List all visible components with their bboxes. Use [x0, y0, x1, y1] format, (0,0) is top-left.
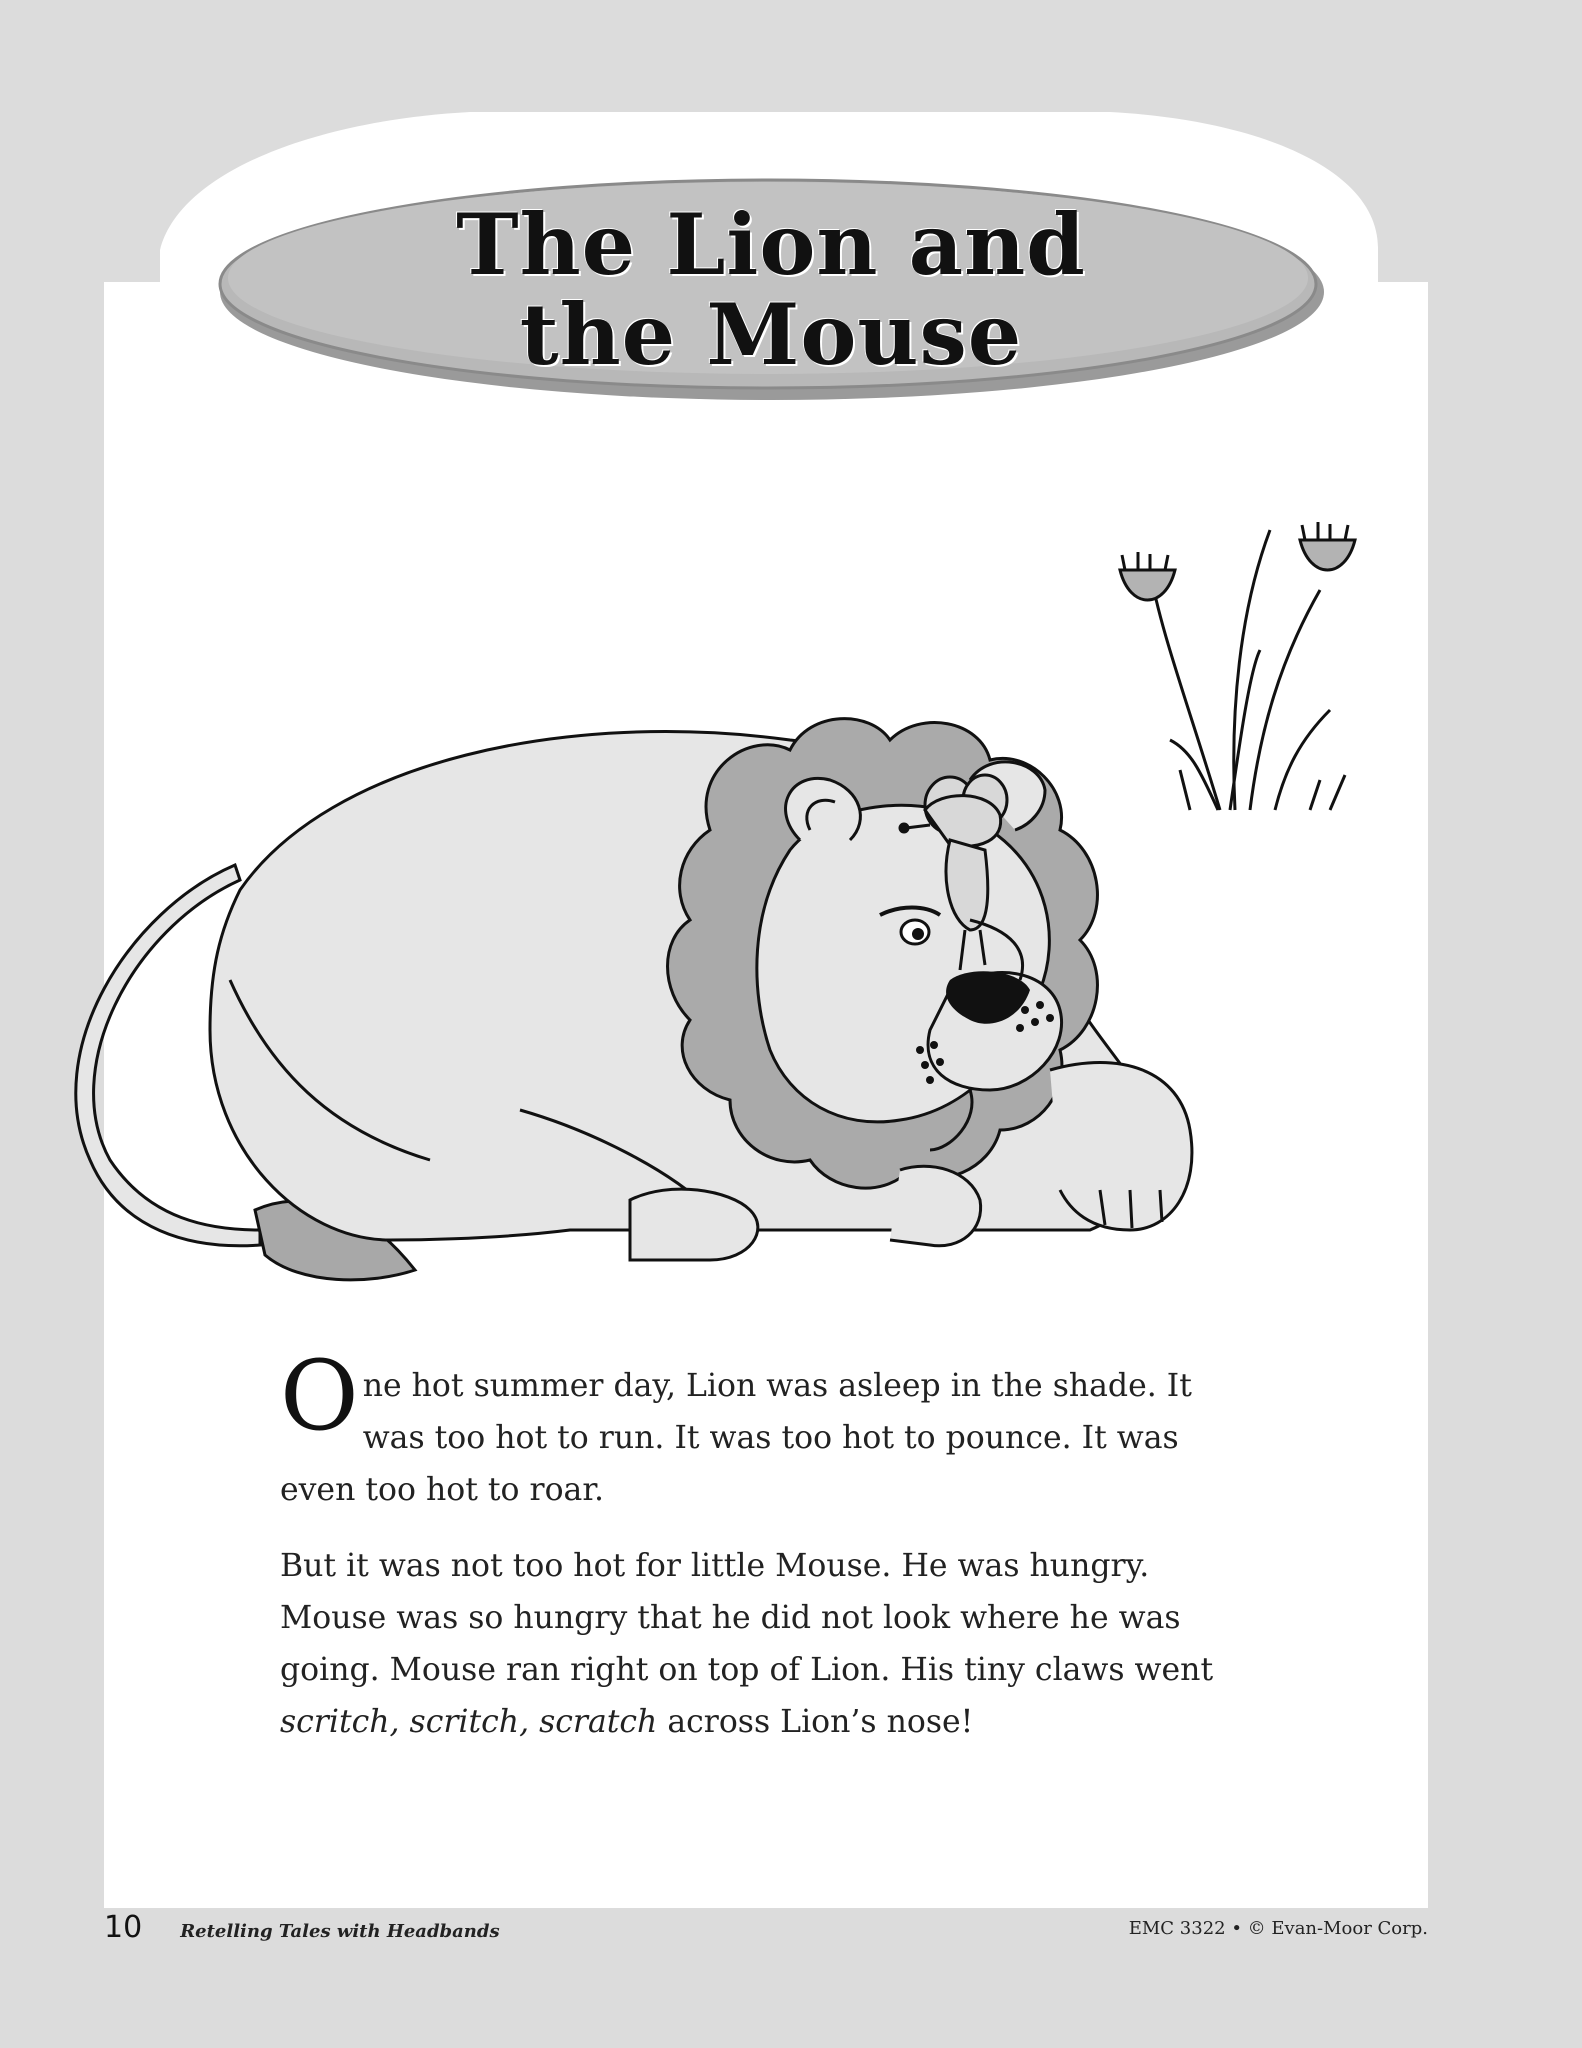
flower-right: [1300, 540, 1355, 570]
lion-mouse-illustration: [70, 510, 1370, 1310]
footer-left: [104, 1910, 500, 1950]
copyright: EMC 3322 • © Evan-Moor Corp.: [1128, 1918, 1428, 1939]
story-paragraph-1: [280, 1340, 1240, 1516]
flower-left: [1120, 570, 1175, 600]
page-number: 10: [104, 1910, 143, 1945]
grass-flowers: [1150, 530, 1345, 810]
story-text: [280, 1340, 1240, 1772]
page-title: [222, 195, 1320, 384]
book-title: Retelling Tales with Headbands: [180, 1921, 500, 1942]
title-line-1: The Lion and: [456, 195, 1086, 294]
story-paragraph-2: [280, 1540, 1240, 1748]
paragraph-1-text: ne hot summer day, Lion was asleep in the shade. It was too hot to run. It was too hot to pounce. It was even too hot to roar.: [280, 1368, 1192, 1508]
drop-cap: O: [280, 1340, 359, 1452]
paragraph-2-italic: scritch, scritch, scratch: [280, 1704, 658, 1740]
paragraph-2-text-a: But it was not too hot for little Mouse. He was hungry. Mouse was so hungry that he did not look where he was going. Mouse ran right on top of Lion. His tiny claws went: [280, 1548, 1214, 1688]
title-line-2: the Mouse: [519, 285, 1023, 384]
front-paw: [1050, 1063, 1192, 1231]
title-banner: [222, 180, 1320, 400]
paragraph-2-text-b: across Lion’s nose!: [657, 1704, 974, 1740]
